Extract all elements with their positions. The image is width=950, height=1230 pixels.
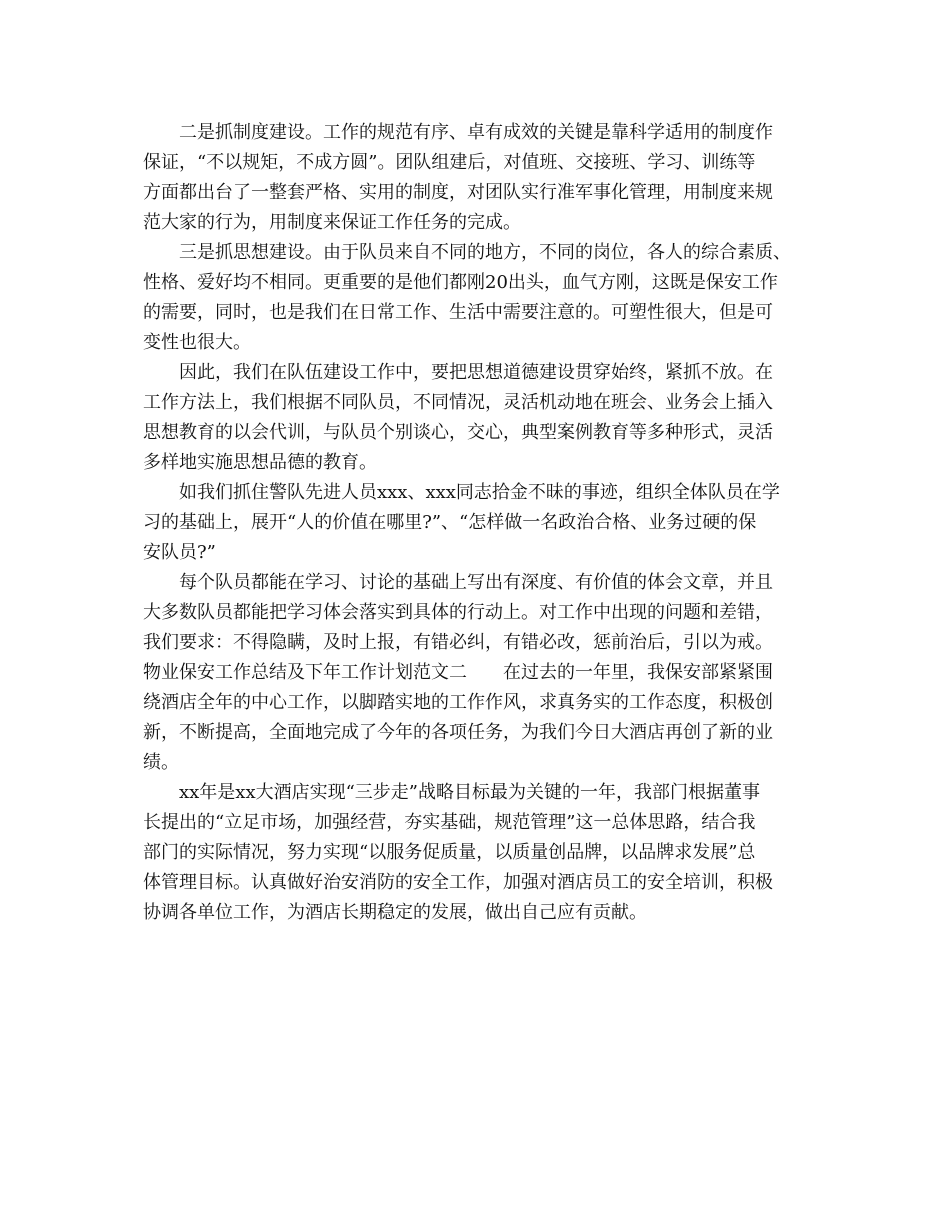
paragraph-annual-goals <box>143 778 811 928</box>
text-line: 变性也很大。 <box>143 332 251 353</box>
text-line: 工作方法上，我们根据不同队员，不同情况，灵活机动地在班会、业务会上插入 <box>143 392 773 413</box>
text-line: 长提出的“立足市场，加强经营，夯实基础，规范管理”这一总体思路，结合我 <box>143 812 756 833</box>
text-line: 的需要，同时，也是我们在日常工作、生活中需要注意的。可塑性很大，但是可 <box>143 302 773 323</box>
text-line: 绕酒店全年的中心工作，以脚踏实地的工作作风，求真务实的工作态度，积极创 <box>143 692 773 713</box>
text-line: 二是抓制度建设。工作的规范有序、卓有成效的关键是靠科学适用的制度作 <box>179 122 773 143</box>
paragraph-institution-building <box>143 118 811 238</box>
text-line: 每个队员都能在学习、讨论的基础上写出有深度、有价值的体会文章，并且 <box>179 572 773 593</box>
text-line: 三是抓思想建设。由于队员来自不同的地方，不同的岗位，各人的综合素质、 <box>179 242 791 263</box>
text-line: 绩。 <box>143 752 179 773</box>
text-line: 部门的实际情况，努力实现“以服务促质量，以质量创品牌，以品牌求发展”总 <box>143 842 756 863</box>
text-line: 思想教育的以会代训，与队员个别谈心，交心，典型案例教育等多种形式，灵活 <box>143 422 773 443</box>
text-line: 新，不断提高，全面地完成了今年的各项任务，为我们今日大酒店再创了新的业 <box>143 722 773 743</box>
document-body <box>143 118 811 928</box>
text-line: 体管理目标。认真做好治安消防的安全工作，加强对酒店员工的安全培训，积极 <box>143 872 773 893</box>
text-line: 性格、爱好均不相同。更重要的是他们都刚20出头，血气方刚，这既是保安工作 <box>143 272 778 293</box>
text-line: 大多数队员都能把学习体会落实到具体的行动上。对工作中出现的问题和差错， <box>143 602 773 623</box>
text-line: 我们要求：不得隐瞒，及时上报，有错必纠，有错必改，惩前治后，引以为戒。 <box>143 632 773 653</box>
paragraph-study-results <box>143 568 811 778</box>
text-line: 习的基础上，展开“人的价值在哪里?”、“怎样做一名政治合格、业务过硬的保 <box>143 512 757 533</box>
text-line: 范大家的行为，用制度来保证工作任务的完成。 <box>143 212 521 233</box>
paragraph-example <box>143 478 811 568</box>
text-line: 如我们抓住警队先进人员xxx、xxx同志拾金不昧的事迹，组织全体队员在学 <box>179 482 780 503</box>
text-line: 物业保安工作总结及下年工作计划范文二 在过去的一年里，我保安部紧紧围 <box>143 662 773 683</box>
text-line: 多样地实施思想品德的教育。 <box>143 452 377 473</box>
text-line: 安队员?” <box>143 542 216 563</box>
text-line: 保证，“不以规矩，不成方圆”。团队组建后，对值班、交接班、学习、训练等 <box>143 152 756 173</box>
text-line: 因此，我们在队伍建设工作中，要把思想道德建设贯穿始终，紧抓不放。在 <box>179 362 773 383</box>
text-line: 协调各单位工作，为酒店长期稳定的发展，做出自己应有贡献。 <box>143 902 647 923</box>
text-line: 方面都出台了一整套严格、实用的制度，对团队实行准军事化管理，用制度来规 <box>143 182 773 203</box>
text-line: xx年是xx大酒店实现“三步走”战略目标最为关键的一年，我部门根据董事 <box>179 782 761 803</box>
paragraph-therefore <box>143 358 811 478</box>
paragraph-ideological-building <box>143 238 811 358</box>
